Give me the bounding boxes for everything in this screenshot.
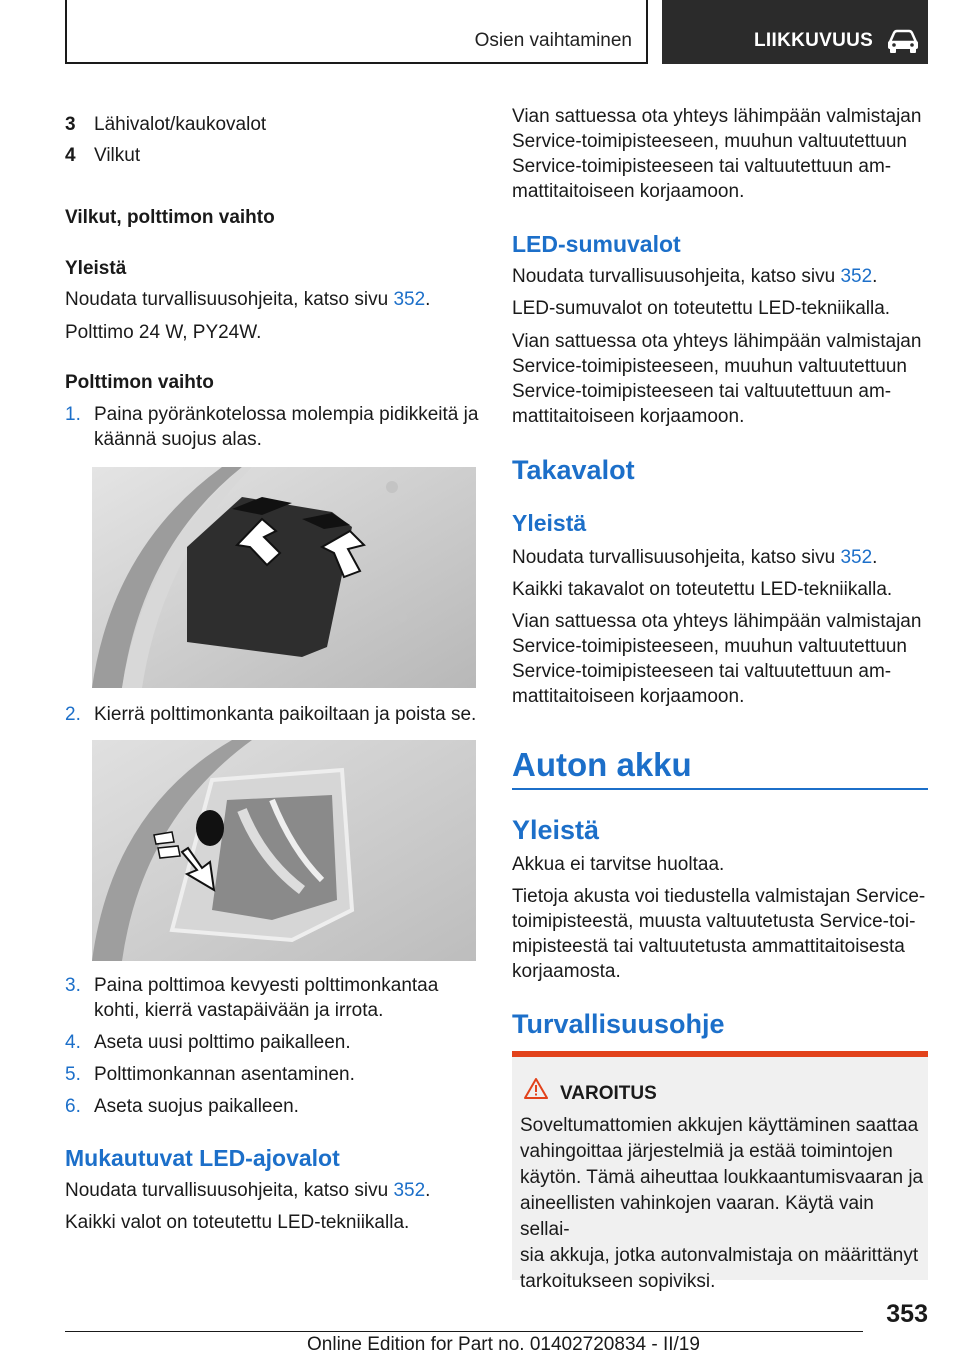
battery-info-text: korjaamosta. <box>512 961 621 982</box>
heading-adaptive-led: Mukautuvat LED-ajovalot <box>65 1145 340 1171</box>
photo-bulb-socket <box>92 740 476 961</box>
subheading-bulb-replace: Polttimon vaihto <box>65 372 214 393</box>
bulb-spec: Polttimo 24 W, PY24W. <box>65 322 262 343</box>
warning-line: vahingoittaa järjestelmiä ja estää toimintojen <box>520 1141 893 1162</box>
safety-reference-text: Noudata turvallisuusohjeita, katso sivu <box>512 266 841 287</box>
service-text: Service-toimipisteeseen tai valtuutettuun am- <box>512 381 892 402</box>
service-text: mattitaitoiseen korjaamoon. <box>512 181 745 202</box>
service-text: Service-toimipisteeseen, muuhun valtuutettuun <box>512 131 908 152</box>
step-text: käännä suojus alas. <box>94 429 262 450</box>
step-text: Paina polttimoa kevyesti polttimonkantaa <box>94 975 439 996</box>
step-number: 4. <box>65 1032 81 1053</box>
step-text: Aseta suojus paikalleen. <box>94 1096 299 1117</box>
header-chapter-title: LIIKKUVUUS <box>754 30 874 51</box>
page-link-352[interactable]: 352 <box>840 547 873 568</box>
step-number: 1. <box>65 404 81 425</box>
service-text: Service-toimipisteeseen tai valtuutettuun am- <box>512 661 892 682</box>
legend-number: 4 <box>65 145 76 166</box>
safety-reference: Noudata turvallisuusohjeita, katso sivu 352. <box>65 1180 431 1201</box>
page-link-352[interactable]: 352 <box>393 289 426 310</box>
heading-divider <box>512 788 928 790</box>
safety-reference-text: Noudata turvallisuusohjeita, katso sivu <box>65 289 394 310</box>
heading-car-battery: Auton akku <box>512 746 692 783</box>
subheading-general: Yleistä <box>65 258 127 279</box>
safety-reference: Noudata turvallisuusohjeita, katso sivu 352. <box>512 266 878 287</box>
step-text: Kierrä polttimonkanta paikoiltaan ja poista se. <box>94 704 477 725</box>
battery-info-text: mipisteestä tai valtuutetusta ammattitaitoisesta <box>512 936 905 957</box>
step-text: Aseta uusi polttimo paikalleen. <box>94 1032 351 1053</box>
service-text: Vian sattuessa ota yhteys lähimpään valmistajan <box>512 106 922 127</box>
step-text: kohti, kierrä vastapäivään ja irrota. <box>94 1000 384 1021</box>
footer-edition: Online Edition for Part no. 01402720834 - II/19 <box>307 1334 700 1355</box>
service-text: Service-toimipisteeseen, muuhun valtuutettuun <box>512 356 908 377</box>
legend-number: 3 <box>65 114 76 135</box>
photo-wheel-arch-cover <box>92 467 476 688</box>
safety-reference-text: Noudata turvallisuusohjeita, katso sivu <box>65 1180 394 1201</box>
legend-text: Vilkut <box>94 145 141 166</box>
header-section-box <box>65 0 648 64</box>
section-heading-turn-signal: Vilkut, polttimon vaihto <box>65 207 275 228</box>
step-text: Paina pyöränkotelossa molempia pidikkeitä ja <box>94 404 479 425</box>
warning-triangle-icon <box>524 1077 548 1099</box>
safety-reference: Noudata turvallisuusohjeita, katso sivu 352. <box>65 289 431 310</box>
battery-maintenance-text: Akkua ei tarvitse huoltaa. <box>512 854 725 875</box>
step-number: 5. <box>65 1064 81 1085</box>
safety-reference: Noudata turvallisuusohjeita, katso sivu 352. <box>512 547 878 568</box>
page-link-352[interactable]: 352 <box>840 266 873 287</box>
page-link-352[interactable]: 352 <box>393 1180 426 1201</box>
heading-rear-lights: Takavalot <box>512 455 635 485</box>
step-number: 2. <box>65 704 81 725</box>
page-number: 353 <box>886 1300 928 1328</box>
header-section-title: Osien vaihtaminen <box>474 30 632 51</box>
service-text: mattitaitoiseen korjaamoon. <box>512 686 745 707</box>
warning-line: Soveltumattomien akkujen käyttäminen saattaa <box>520 1115 919 1136</box>
service-text: Service-toimipisteeseen tai valtuutettuun am- <box>512 156 892 177</box>
battery-info-text: Tietoja akusta voi tiedustella valmistajan Service- <box>512 886 926 907</box>
service-text: Vian sattuessa ota yhteys lähimpään valmistajan <box>512 611 922 632</box>
fog-led-text: LED-sumuvalot on toteutettu LED-tekniikalla. <box>512 298 891 319</box>
adaptive-led-text: Kaikki valot on toteutettu LED-tekniikalla. <box>65 1212 410 1233</box>
warning-text <box>520 1113 924 1295</box>
warning-box <box>512 1051 928 1292</box>
warning-line: käytön. Tämä aiheuttaa loukkaantumisvaaran ja <box>520 1167 924 1188</box>
warning-line: sia akkuja, jotka autonvalmistaja on määrittänyt <box>520 1245 919 1266</box>
footer-divider <box>65 1331 863 1332</box>
service-text: Vian sattuessa ota yhteys lähimpään valmistajan <box>512 331 922 352</box>
subheading-rear-general: Yleistä <box>512 510 587 536</box>
service-text: mattitaitoiseen korjaamoon. <box>512 406 745 427</box>
subheading-battery-general: Yleistä <box>512 815 600 845</box>
warning-line: aineellisten vahinkojen vaaran. Käytä vain sellai- <box>520 1193 874 1240</box>
heading-led-fog: LED-sumuvalot <box>512 231 681 257</box>
car-icon <box>886 28 920 54</box>
legend-text: Lähivalot/kaukovalot <box>94 114 267 135</box>
step-text: Polttimonkannan asentaminen. <box>94 1064 355 1085</box>
warning-title: VAROITUS <box>560 1083 657 1104</box>
heading-safety-note: Turvallisuusohje <box>512 1009 725 1039</box>
battery-info-text: toimipisteestä, muusta valtuutetusta Service-toi- <box>512 911 916 932</box>
warning-line: tarkoitukseen sopiviksi. <box>520 1271 716 1292</box>
safety-reference-text: Noudata turvallisuusohjeita, katso sivu <box>512 547 841 568</box>
step-number: 6. <box>65 1096 81 1117</box>
rear-led-text: Kaikki takavalot on toteutettu LED-tekniikalla. <box>512 579 893 600</box>
header-chapter-box <box>662 0 928 64</box>
service-text: Service-toimipisteeseen, muuhun valtuutettuun <box>512 636 908 657</box>
step-number: 3. <box>65 975 81 996</box>
